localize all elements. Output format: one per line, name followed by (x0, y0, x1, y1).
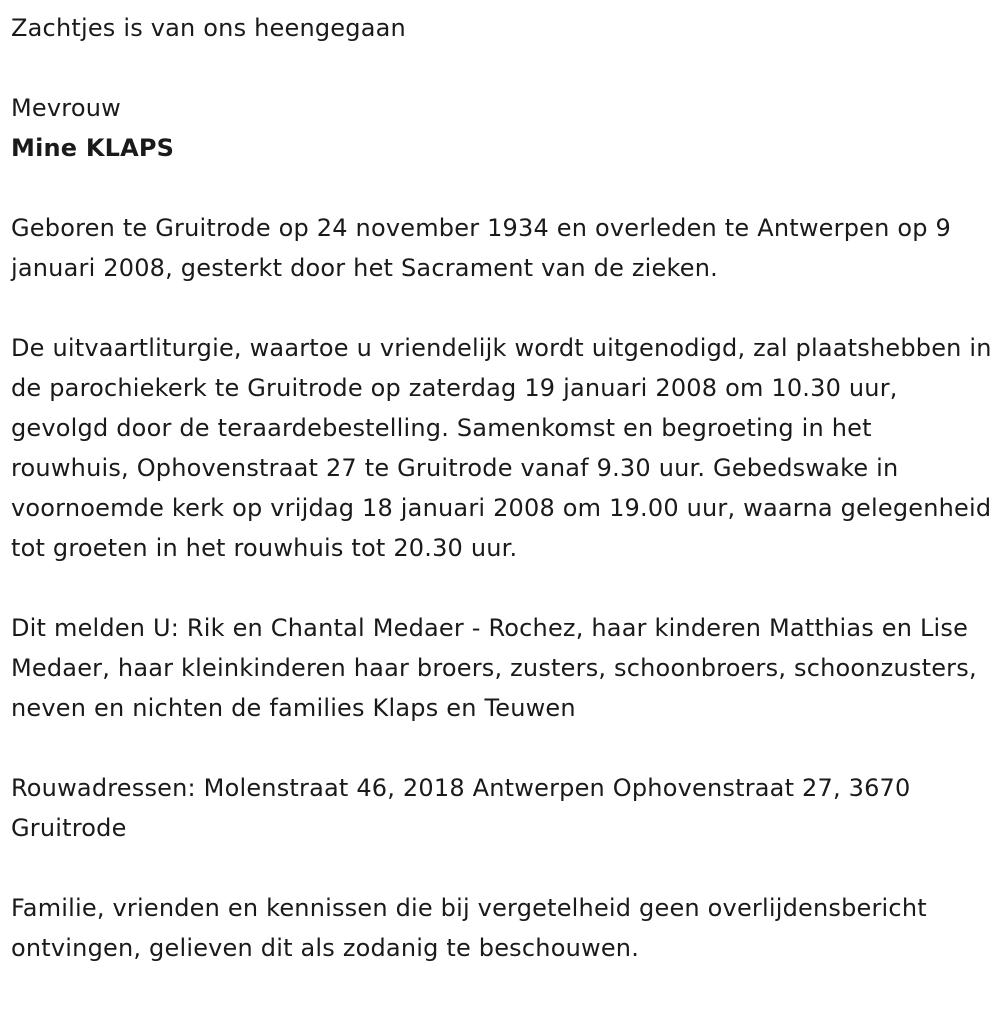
closing-paragraph: Familie, vrienden en kennissen die bij vergetelheid geen overlijdensbericht ontvingen, gelieven dit als zodanig te beschouwen. (11, 894, 927, 962)
family-paragraph: Dit melden U: Rik en Chantal Medaer - Rochez, haar kinderen Matthias en Lise Medaer, haar kleinkinderen haar broers, zusters, schoonbroers, schoonzusters, neven en nichten de families Klaps en Teuwen (11, 614, 977, 722)
intro-text: Zachtjes is van ons heengegaan (11, 14, 406, 42)
spacer (11, 568, 996, 608)
deceased-name: Mine KLAPS (11, 134, 175, 162)
birth-death-paragraph: Geboren te Gruitrode op 24 november 1934 en overleden te Antwerpen op 9 januari 2008, gesterkt door het Sacrament van de zieken. (11, 214, 951, 282)
funeral-paragraph: De uitvaartliturgie, waartoe u vriendelijk wordt uitgenodigd, zal plaatshebben in de parochiekerk te Gruitrode op zaterdag 19 januari 2008 om 10.30 uur, gevolgd door de teraardebestelling. Samenkomst en begroeting in het rouwhuis, Ophovenstraat 27 te Gruitrode vanaf 9.30 uur. Gebedswake in voornoemde kerk op vrijdag 18 januari 2008 om 19.00 uur, waarna gelegenheid tot groeten in het rouwhuis tot 20.30 uur. (11, 334, 992, 562)
addresses-paragraph: Rouwadressen: Molenstraat 46, 2018 Antwerpen Ophovenstraat 27, 3670 Gruitrode (11, 774, 911, 842)
spacer (11, 168, 996, 208)
obituary-notice (11, 8, 996, 968)
spacer (11, 48, 996, 88)
spacer (11, 288, 996, 328)
spacer (11, 728, 996, 768)
spacer (11, 848, 996, 888)
salutation: Mevrouw (11, 94, 121, 122)
